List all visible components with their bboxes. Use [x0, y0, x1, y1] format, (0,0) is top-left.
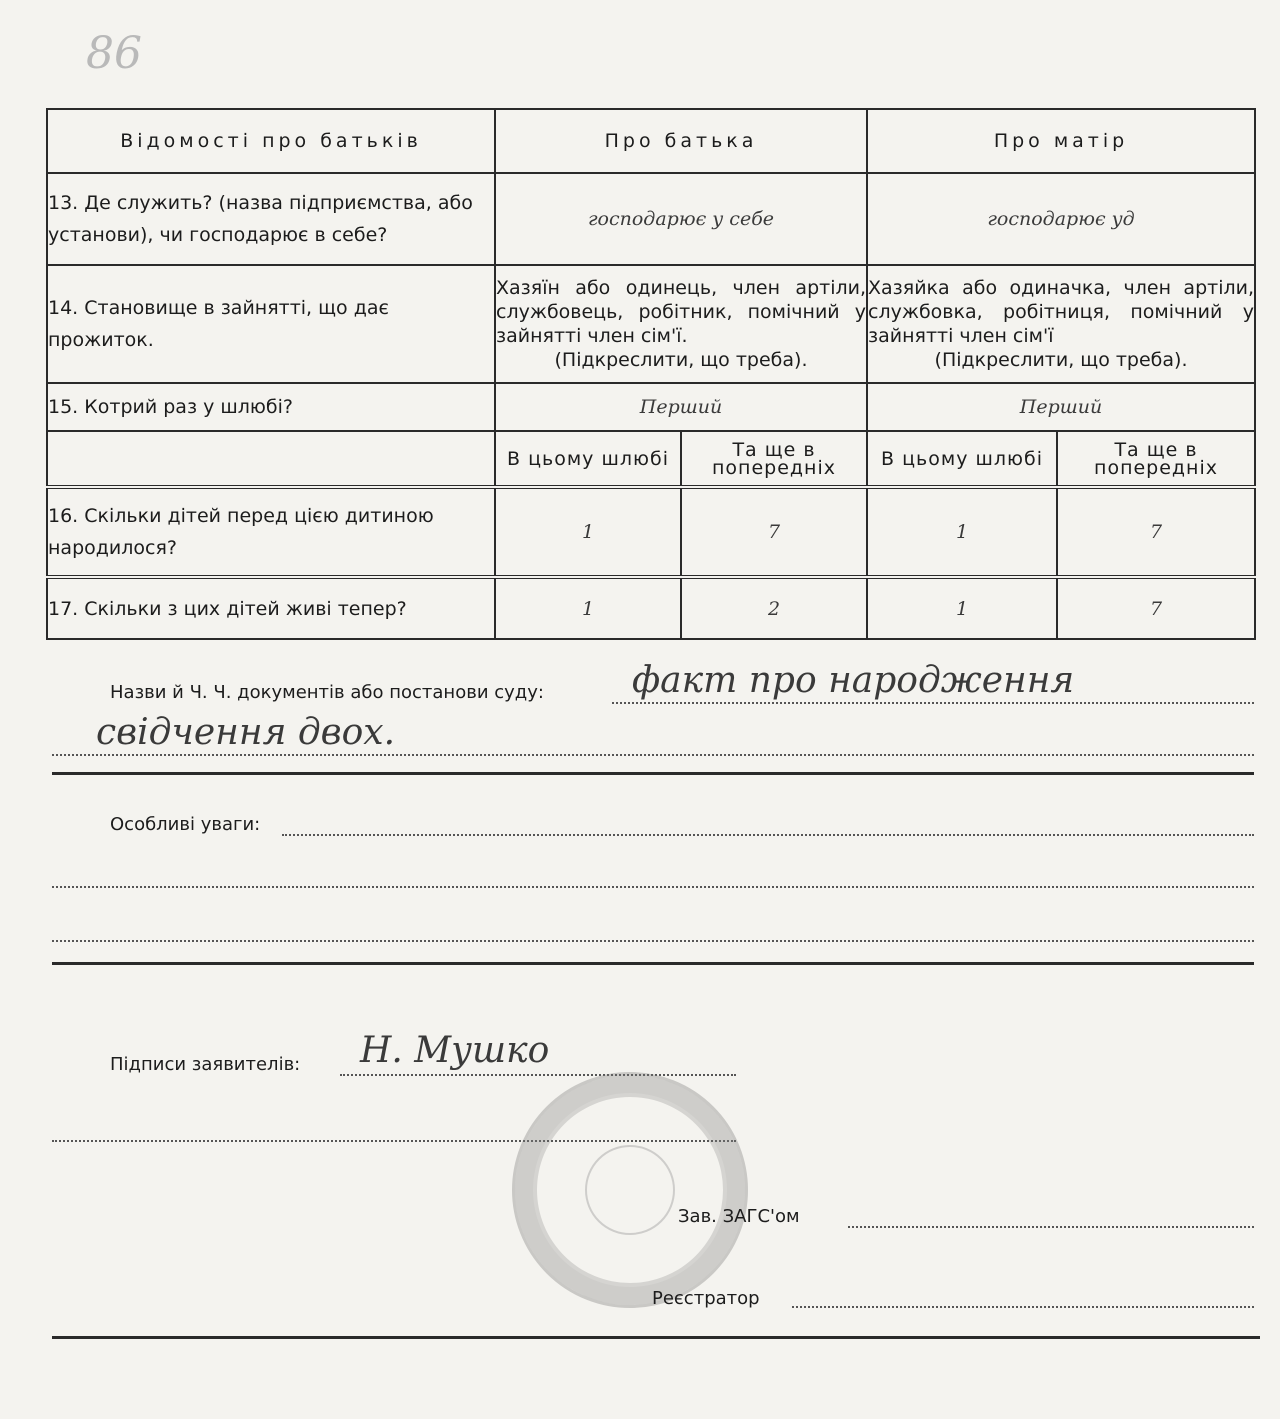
q17-number: 17.: [48, 597, 79, 620]
q14-father-note: (Підкреслити, що треба).: [554, 349, 808, 371]
signatures-value: Н. Мушко: [360, 1030, 550, 1071]
remarks-label: Особливі уваги:: [110, 814, 261, 835]
header-mother: Про матір: [867, 109, 1255, 173]
remarks-line-2: [52, 886, 1254, 888]
bottom-rule: [52, 1336, 1260, 1339]
remarks-line-3: [52, 940, 1254, 942]
sub-father-prev: Та ще в попередніх: [681, 431, 867, 487]
zags-head-line: [848, 1226, 1254, 1228]
registrar-label: Реєстратор: [652, 1288, 760, 1309]
sub-mother-this: В цьому шлюбі: [867, 431, 1057, 487]
q15-label: [47, 383, 495, 431]
q14-mother-list: Хазяйка або одиначка, член артіли, службовка, робітниця, помічний у зайнятті член сім'ї: [868, 277, 1255, 347]
q14-label: [47, 265, 495, 383]
documents-entry-2: свідчення двох.: [96, 712, 396, 753]
q16-father-prev: 7: [681, 487, 867, 577]
q13-mother: господарює уд: [867, 173, 1255, 265]
documents-line-2: [52, 754, 1254, 756]
documents-rule: [52, 772, 1254, 775]
zags-head-label: Зав. ЗАГС'ом: [678, 1206, 800, 1227]
q15-number: 15.: [48, 396, 79, 418]
registrar-line: [792, 1306, 1254, 1308]
q15-father: Перший: [495, 383, 867, 431]
header-info: Відомості про батьків: [47, 109, 495, 173]
documents-line-1: [612, 702, 1254, 704]
q14-father-options: [495, 265, 867, 383]
q14-mother-options: [867, 265, 1255, 383]
q14-father-list: Хазяїн або одинець, член артіли, службовець, робітник, помічний у зайнятті член сім'ї.: [496, 277, 867, 347]
q16-text: Скільки дітей перед цією дитиною народилося?: [48, 505, 434, 559]
q15-text: Котрий раз у шлюбі?: [84, 396, 293, 418]
q17-father-prev: 2: [681, 577, 867, 639]
q16-header-blank: [47, 431, 495, 487]
q16-mother-this: 1: [867, 487, 1057, 577]
q17-text: Скільки з цих дітей живі тепер?: [84, 597, 407, 620]
sub-father-this: В цьому шлюбі: [495, 431, 681, 487]
page-number: 86: [86, 28, 142, 79]
q14-number: 14.: [48, 297, 79, 319]
documents-label: Назви й Ч. Ч. документів або постанови суду:: [110, 682, 544, 703]
q13-father: господарює у себе: [495, 173, 867, 265]
q14-mother-note: (Підкреслити, що треба).: [934, 349, 1188, 371]
remarks-rule: [52, 962, 1254, 965]
signatures-line-1: [340, 1074, 736, 1076]
q13-label: [47, 173, 495, 265]
q13-number: 13.: [48, 192, 79, 214]
official-stamp: [512, 1072, 748, 1308]
q17-mother-prev: 7: [1057, 577, 1255, 639]
q16-number: 16.: [48, 505, 79, 527]
q15-mother: Перший: [867, 383, 1255, 431]
q13-text: Де служить? (назва підприємства, або установи), чи господарює в себе?: [48, 192, 473, 246]
q14-text: Становище в зайнятті, що дає прожиток.: [48, 297, 389, 351]
signatures-label: Підписи заявителів:: [110, 1054, 301, 1075]
remarks-line-1: [282, 834, 1254, 836]
q17-label: [47, 577, 495, 639]
documents-entry-1: факт про народження: [632, 660, 1075, 701]
q16-label: [47, 487, 495, 577]
q17-mother-this: 1: [867, 577, 1057, 639]
sub-mother-prev: Та ще в попередніх: [1057, 431, 1255, 487]
q16-mother-prev: 7: [1057, 487, 1255, 577]
header-father: Про батька: [495, 109, 867, 173]
q17-father-this: 1: [495, 577, 681, 639]
parents-info-table: [46, 108, 1256, 640]
q16-father-this: 1: [495, 487, 681, 577]
